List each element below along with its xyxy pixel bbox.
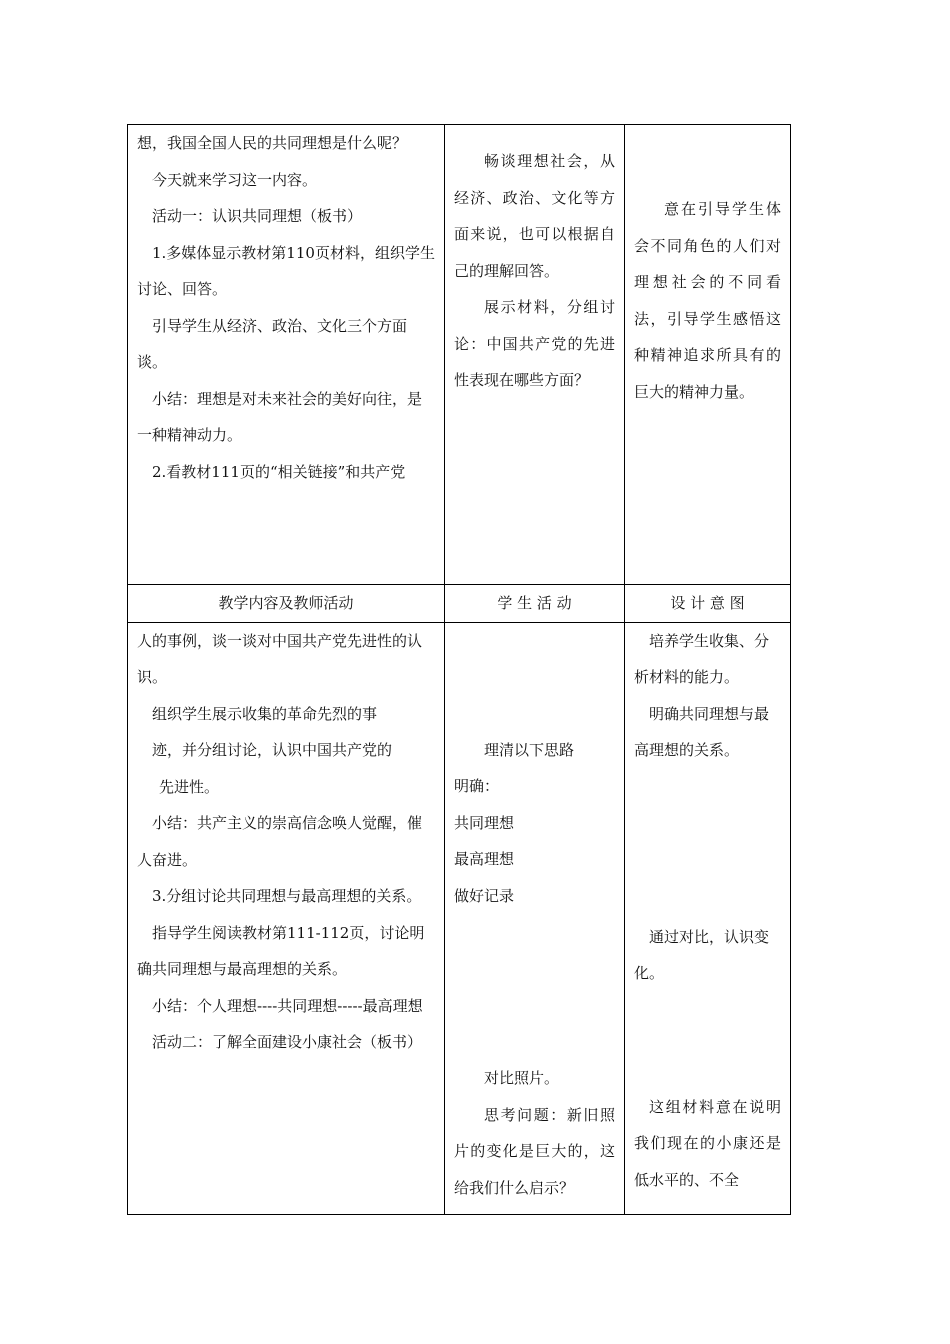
design-intent-cell xyxy=(625,622,791,1214)
paragraph: 这组材料意在说明我们现在的小康还是低水平的、不全 xyxy=(634,1097,781,1189)
activity-heading: 活动一：认识共同理想（板书） xyxy=(152,207,363,225)
teacher-activity-cell xyxy=(128,622,445,1214)
paragraph: 思考问题：新旧照片的变化是巨大的，这给我们什么启示？ xyxy=(454,1105,615,1197)
student-activity-cell xyxy=(445,125,625,585)
list-item: 共同理想 xyxy=(454,813,515,832)
summary-paragraph: 小结：共产主义的崇高信念唤人觉醒，催人奋进。 xyxy=(137,814,423,869)
lesson-plan-table xyxy=(127,124,791,1215)
paragraph: 引导学生从经济、政治、文化三个方面谈。 xyxy=(137,316,408,371)
paragraph: 人的事例，谈一谈对中国共产党先进性的认识。 xyxy=(137,631,423,686)
paragraph: 意在引导学生体会不同角色的人们对理想社会的不同看法，引导学生感悟这种精神追求所具有的巨大的精神力量。 xyxy=(634,200,781,401)
paragraph: 理清以下思路 xyxy=(484,740,575,759)
paragraph: 先进性。 xyxy=(159,777,220,796)
paragraph: 3.分组讨论共同理想与最高理想的关系。 xyxy=(152,887,422,905)
student-activity-cell xyxy=(445,622,625,1214)
list-item: 最高理想 xyxy=(454,850,515,868)
paragraph: 组织学生展示收集的革命先烈的事 xyxy=(152,704,378,723)
activity-heading: 活动二：了解全面建设小康社会（板书） xyxy=(152,1033,423,1051)
paragraph: 做好记录 xyxy=(454,886,515,905)
paragraph: 迹，并分组讨论，认识中国共产党的 xyxy=(152,741,393,759)
header-teacher-activity: 教学内容及教师活动 xyxy=(128,585,445,623)
summary-paragraph: 小结：个人理想----共同理想-----最高理想 xyxy=(152,996,423,1015)
paragraph: 1.多媒体显示教材第110页材料，组织学生讨论、回答。 xyxy=(137,243,435,298)
paragraph: 想，我国全国人民的共同理想是什么呢？ xyxy=(137,134,408,152)
header-student-activity: 学 生 活 动 xyxy=(445,585,625,623)
paragraph: 明确： xyxy=(454,777,500,795)
paragraph: 畅谈理想社会，从经济、政治、文化等方面来说，也可以根据自己的理解回答。 xyxy=(454,152,615,280)
paragraph: 培养学生收集、分析材料的能力。 xyxy=(634,631,770,686)
table-header-row xyxy=(128,585,791,623)
header-design-intent: 设 计 意 图 xyxy=(625,585,791,623)
paragraph: 展示材料，分组讨论：中国共产党的先进性表现在哪些方面？ xyxy=(454,298,615,389)
table-row xyxy=(128,622,791,1214)
paragraph: 指导学生阅读教材第111-112页，讨论明确共同理想与最高理想的关系。 xyxy=(137,923,425,978)
paragraph: 通过对比，认识变化。 xyxy=(634,927,770,982)
paragraph: 明确共同理想与最高理想的关系。 xyxy=(634,704,770,759)
table-row xyxy=(128,125,791,585)
summary-paragraph: 小结：理想是对未来社会的美好向往，是一种精神动力。 xyxy=(137,389,423,444)
design-intent-cell xyxy=(625,125,791,585)
paragraph: 2.看教材111页的“相关链接”和共产党 xyxy=(152,462,406,481)
paragraph: 对比照片。 xyxy=(484,1069,560,1087)
teacher-activity-cell xyxy=(128,125,445,585)
paragraph: 今天就来学习这一内容。 xyxy=(152,170,318,189)
